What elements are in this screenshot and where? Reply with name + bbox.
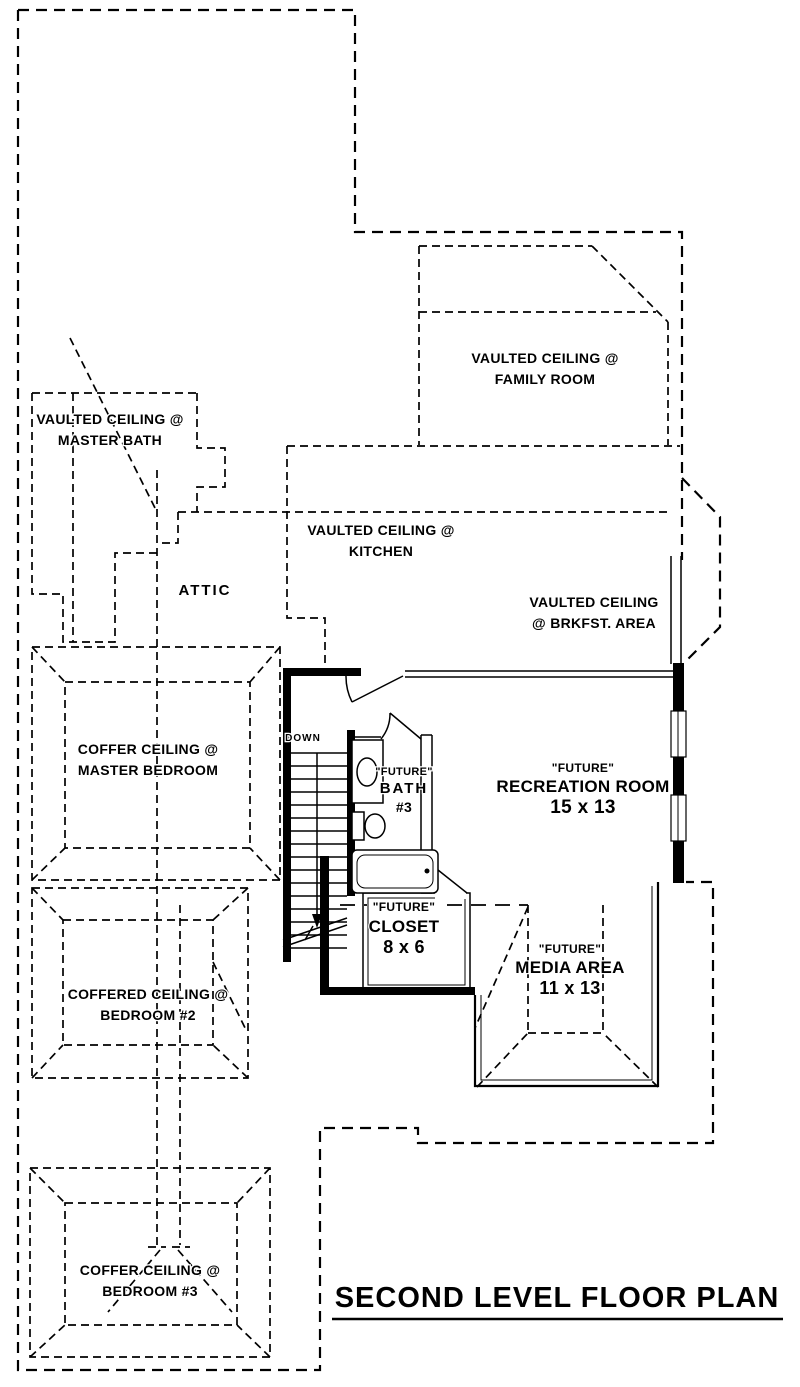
bedroom2-coffer-corners — [32, 888, 248, 1078]
kitchen-outline — [157, 446, 680, 664]
master-bath-label-line1: VAULTED CEILING @ — [36, 411, 184, 427]
recreation-label-line1: "FUTURE" — [551, 761, 615, 775]
bedroom2-label-line1: COFFERED CEILING @ — [67, 986, 229, 1002]
toilet-icon — [365, 814, 385, 838]
breakfast-right-wall — [671, 556, 681, 664]
bedroom2-label-line2: BEDROOM #2 — [100, 1007, 196, 1023]
future-bath-label-line1: "FUTURE" — [375, 766, 433, 778]
attic-label: ATTIC — [178, 582, 232, 599]
sink-icon — [357, 758, 377, 786]
family-room-label-line1: VAULTED CEILING @ — [471, 350, 619, 366]
bath-door — [381, 713, 421, 739]
hall-door — [346, 676, 403, 702]
closet-dimensions: 8 x 6 — [383, 937, 425, 957]
outer-boundary-left-bottom — [18, 10, 713, 1370]
bath-fixtures — [352, 740, 438, 893]
master-bedroom-label-line1: COFFER CEILING @ — [77, 741, 219, 757]
recreation-top-wall — [405, 671, 674, 677]
kitchen-label-line2: KITCHEN — [348, 543, 414, 559]
plan-title-group — [332, 1282, 783, 1319]
breakfast-label-line2: @ BRKFST. AREA — [532, 615, 656, 631]
recreation-dimensions: 15 x 13 — [550, 797, 616, 818]
bedroom2-coffer — [32, 888, 248, 1078]
kitchen-label-line1: VAULTED CEILING @ — [307, 522, 455, 538]
master-bath-dashes — [32, 393, 225, 642]
master-bedroom-label-line2: MASTER BEDROOM — [77, 762, 219, 778]
kitchen-dashes — [157, 446, 680, 664]
family-room-label-line2: FAMILY ROOM — [494, 371, 596, 387]
toilet-tank — [352, 812, 364, 840]
recreation-label-line2: RECREATION ROOM — [496, 777, 670, 796]
doors — [346, 676, 421, 739]
media-dimensions: 11 x 13 — [539, 978, 601, 998]
plan-title: SECOND LEVEL FLOOR PLAN — [334, 1282, 780, 1314]
down-label: DOWN — [285, 733, 321, 744]
recreation-window-wall — [671, 663, 686, 883]
bedroom2-inner-box — [63, 920, 213, 1045]
closet-label-line1: "FUTURE" — [372, 900, 436, 914]
outer-boundary-top-right — [18, 10, 720, 663]
closet-bottom-wall — [320, 987, 475, 995]
family-room-dashes — [419, 246, 668, 445]
media-label-line2: MEDIA AREA — [515, 958, 625, 977]
stairs — [283, 753, 347, 948]
stairwell-top-wall — [283, 668, 361, 676]
stairwell-left-wall — [283, 668, 291, 962]
outer-boundary — [18, 10, 720, 1370]
media-label-line1: "FUTURE" — [538, 942, 602, 956]
breakfast-label-line1: VAULTED CEILING — [529, 594, 659, 610]
bedroom3-label-line1: COFFER CEILING @ — [79, 1262, 221, 1278]
window-wall-solid — [673, 663, 684, 883]
future-bath-label-line3: #3 — [395, 799, 413, 815]
closet-label-line2: CLOSET — [368, 917, 440, 936]
future-bath-label-line2: BATH — [379, 780, 429, 797]
family-room-outline — [419, 246, 668, 445]
bedroom3-label-line2: BEDROOM #3 — [102, 1283, 198, 1299]
master-bath-label-line2: MASTER BATH — [57, 432, 163, 448]
tub-drain-icon — [425, 869, 430, 874]
